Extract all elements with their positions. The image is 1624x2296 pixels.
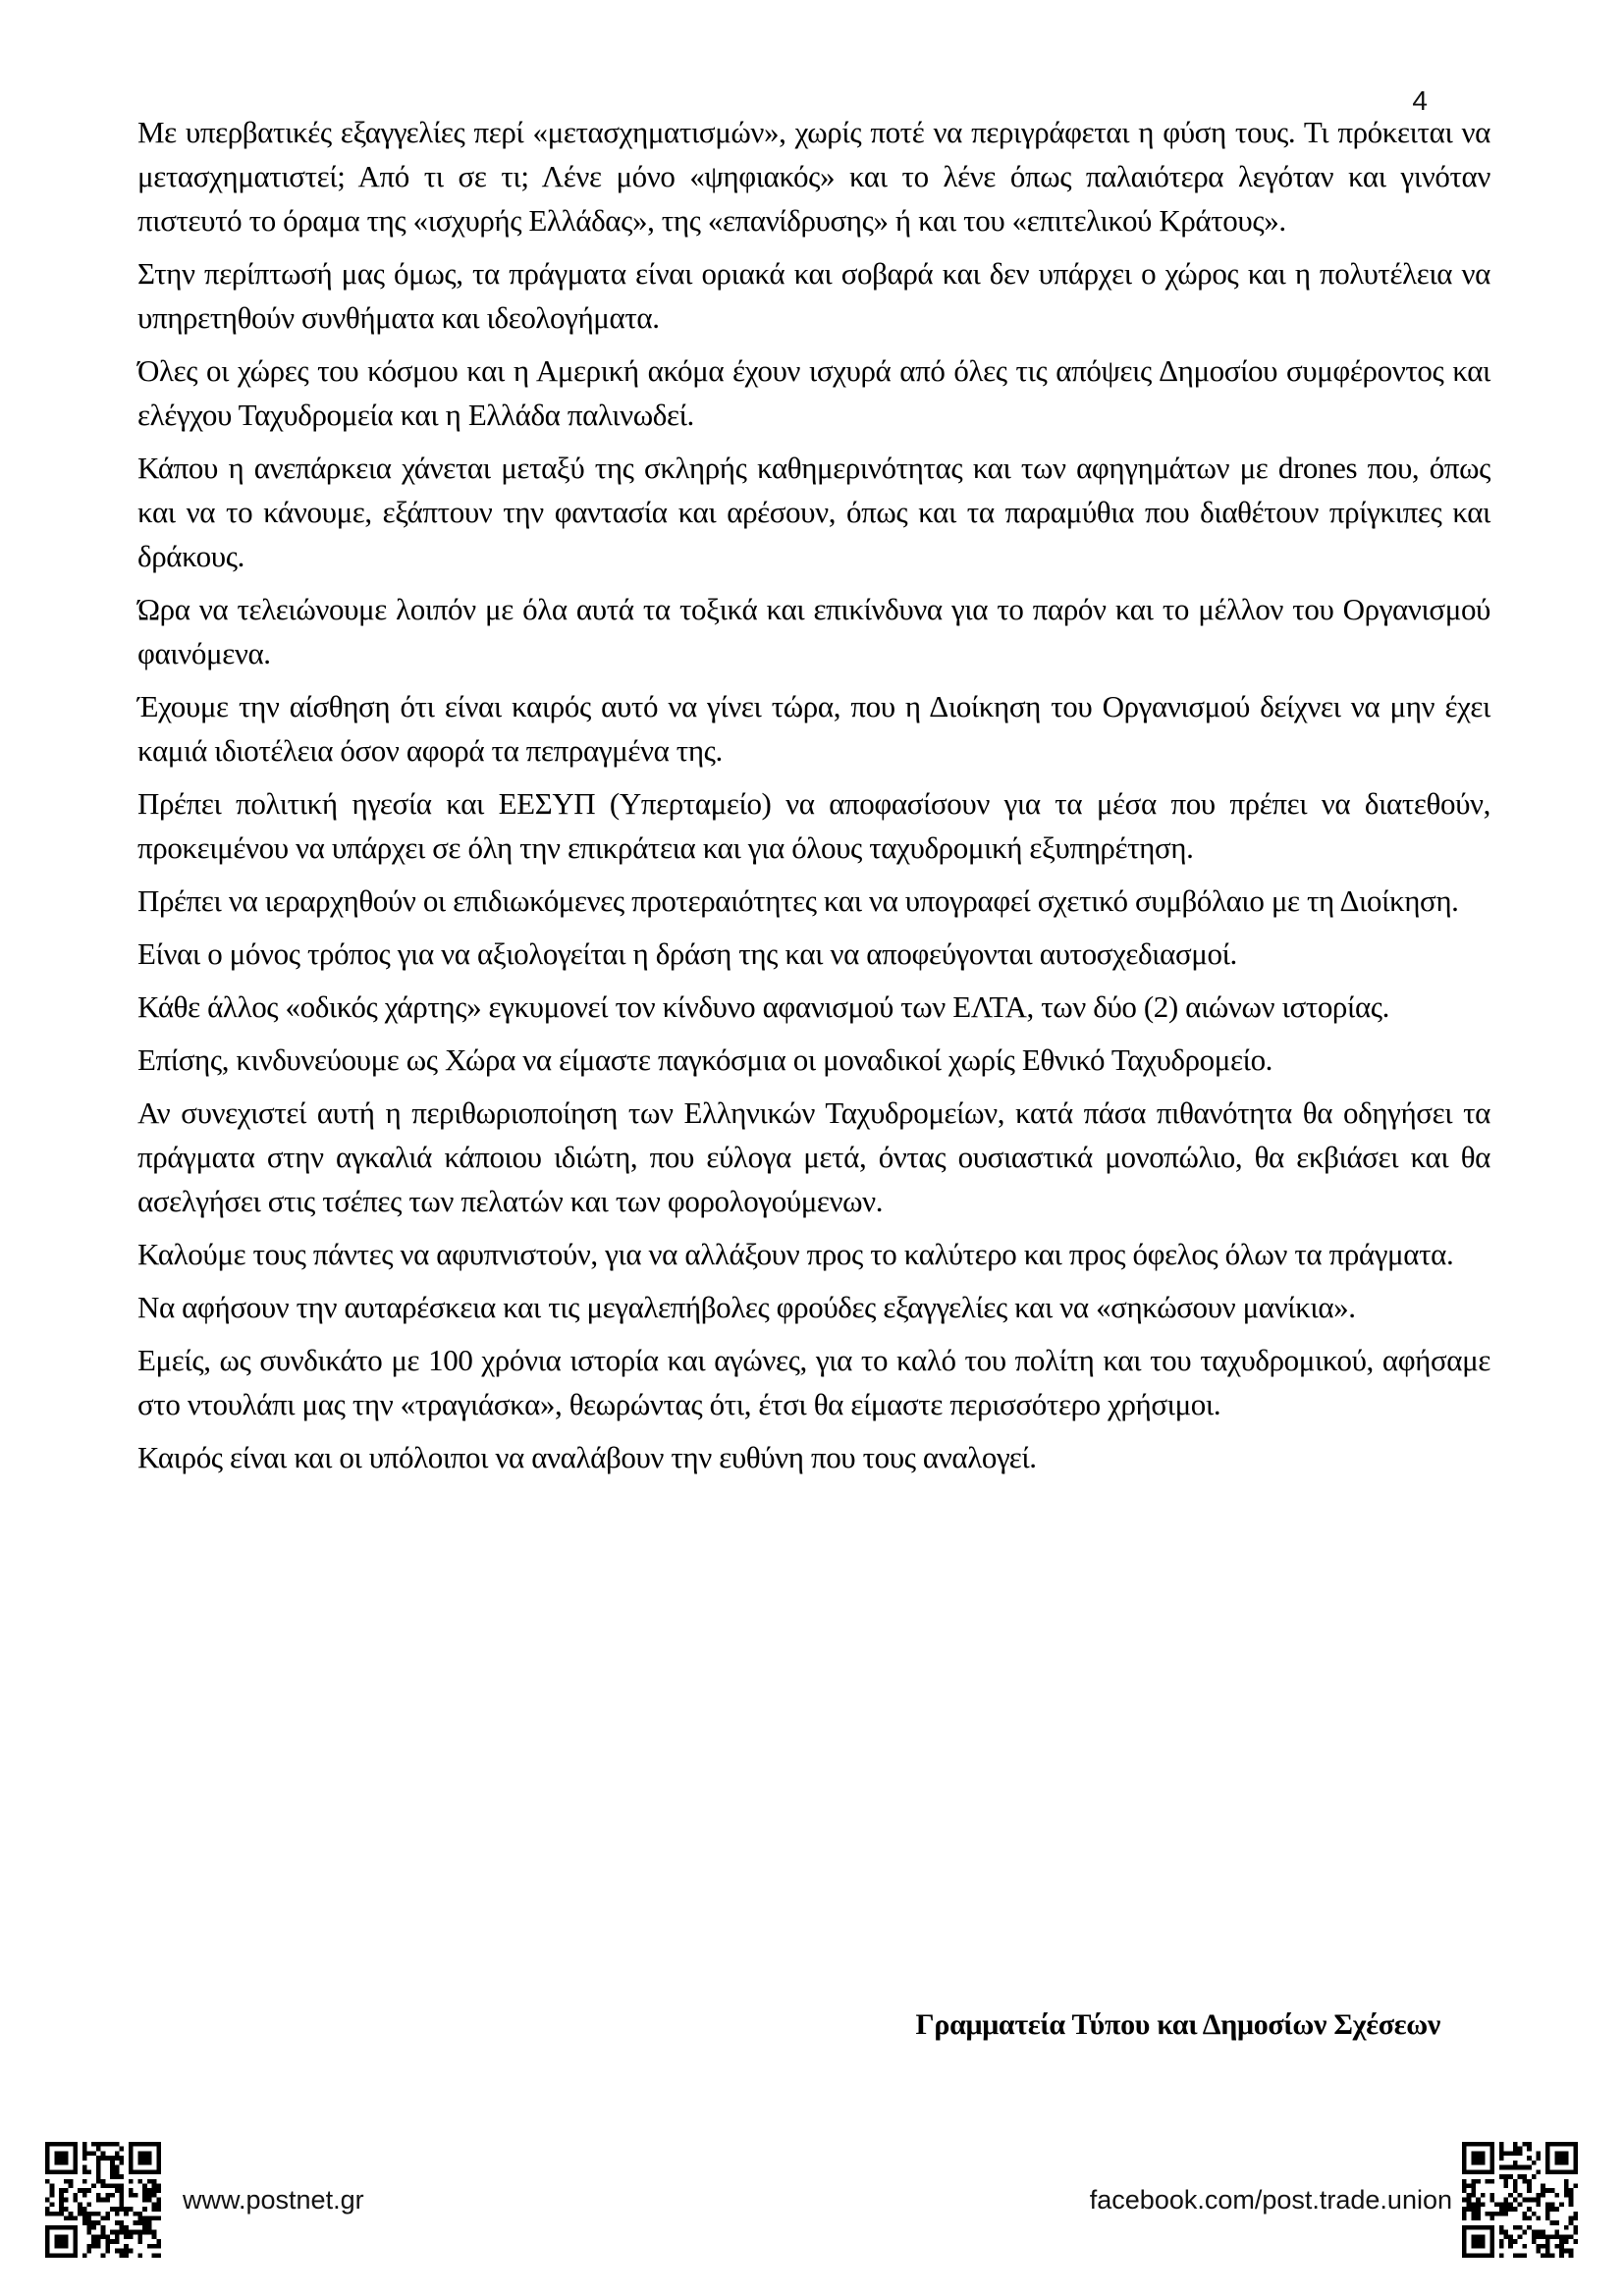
paragraph: Εμείς, ως συνδικάτο με 100 χρόνια ιστορία και αγώνες, για το καλό του πολίτη και του ταχυδρομικού, αφήσαμε στο ντουλάπι μας την «τραγιάσκα», θεωρώντας ότι, έτσι θα είμαστε περισσότερο χρήσιμοι. — [137, 1343, 1490, 1421]
facebook-link[interactable]: facebook.com/post.trade.union — [1089, 2184, 1452, 2215]
page-footer — [45, 2142, 1578, 2258]
paragraph: Έχουμε την αίσθηση ότι είναι καιρός αυτό να γίνει τώρα, που η Διοίκηση του Οργανισμού δείχνει να μην έχει καμιά ιδιοτέλεια όσον αφορά τα πεπραγμένα της. — [137, 689, 1490, 768]
page-number: 4 — [1412, 85, 1428, 116]
paragraph: Πρέπει να ιεραρχηθούν οι επιδιωκόμενες προτεραιότητες και να υπογραφεί σχετικό συμβόλαιο με τη Διοίκηση. — [137, 883, 1459, 918]
footer-left — [45, 2142, 364, 2258]
paragraph: Είναι ο μόνος τρόπος για να αξιολογείται η δράση της και να αποφεύγονται αυτοσχεδιασμοί. — [137, 936, 1237, 971]
paragraph: Όλες οι χώρες του κόσμου και η Αμερική ακόμα έχουν ισχυρά από όλες τις απόψεις Δημοσίου συμφέροντος και ελέγχου Ταχυδρομεία και η Ελλάδα παλινωδεί. — [137, 353, 1490, 432]
paragraph: Να αφήσουν την αυταρέσκεια και τις μεγαλεπήβολες φρούδες εξαγγελίες και να «σηκώσουν μανίκια». — [137, 1290, 1356, 1324]
paragraph: Καλούμε τους πάντες να αφυπνιστούν, για να αλλάξουν προς το καλύτερο και προς όφελος όλων τα πράγματα. — [137, 1237, 1454, 1271]
paragraph: Κάπου η ανεπάρκεια χάνεται μεταξύ της σκληρής καθημερινότητας και των αφηγημάτων με drones που, όπως και να το κάνουμε, εξάπτουν την φαντασία και αρέσουν, όπως και τα παραμύθια που διαθέτουν πρίγκιπες και δράκους. — [137, 451, 1490, 573]
qr-code-postnet-icon — [45, 2142, 161, 2258]
paragraph: Κάθε άλλος «οδικός χάρτης» εγκυμονεί τον κίνδυνο αφανισμού των ΕΛΤΑ, των δύο (2) αιώνων ιστορίας. — [137, 989, 1390, 1024]
paragraph: Πρέπει πολιτική ηγεσία και ΕΕΣΥΠ (Υπερταμείο) να αποφασίσουν για τα μέσα που πρέπει να διατεθούν, προκειμένου να υπάρχει σε όλη την επικράτεια και για όλους ταχυδρομική εξυπηρέτηση. — [137, 786, 1490, 865]
qr-code-facebook-icon — [1462, 2142, 1578, 2258]
paragraph: Επίσης, κινδυνεύουμε ως Χώρα να είμαστε παγκόσμια οι μοναδικοί χωρίς Εθνικό Ταχυδρομείο. — [137, 1042, 1273, 1077]
paragraph: Ώρα να τελειώνουμε λοιπόν με όλα αυτά τα τοξικά και επικίνδυνα για το παρόν και το μέλλον του Οργανισμού φαινόμενα. — [137, 592, 1490, 670]
document-body — [137, 110, 1490, 1488]
paragraph: Με υπερβατικές εξαγγελίες περί «μετασχηματισμών», χωρίς ποτέ να περιγράφεται η φύση τους. Τι πρόκειται να μετασχηματιστεί; Από τι σε τι; Λένε μόνο «ψηφιακός» και το λένε όπως παλαιότερα λεγόταν και γινόταν πιστευτό το όραμα της «ισχυρής Ελλάδας», της «επανίδρυσης» ή και του «επιτελικού Κράτους». — [137, 115, 1490, 238]
website-link[interactable]: www.postnet.gr — [183, 2184, 364, 2215]
paragraph: Στην περίπτωσή μας όμως, τα πράγματα είναι οριακά και σοβαρά και δεν υπάρχει ο χώρος και η πολυτέλεια να υπηρετηθούν συνθήματα και ιδεολογήματα. — [137, 256, 1490, 335]
paragraph: Αν συνεχιστεί αυτή η περιθωριοποίηση των Ελληνικών Ταχυδρομείων, κατά πάσα πιθανότητα θα οδηγήσει τα πράγματα στην αγκαλιά κάποιου ιδιώτη, που εύλογα μετά, όντας ουσιαστικά μονοπώλιο, θα εκβιάσει και θα ασελγήσει στις τσέπες των πελατών και των φορολογούμενων. — [137, 1095, 1490, 1218]
signature-line: Γραμματεία Τύπου και Δημοσίων Σχέσεων — [915, 2008, 1440, 2041]
footer-right — [1090, 2142, 1578, 2258]
paragraph: Καιρός είναι και οι υπόλοιποι να αναλάβουν την ευθύνη που τους αναλογεί. — [137, 1440, 1037, 1474]
